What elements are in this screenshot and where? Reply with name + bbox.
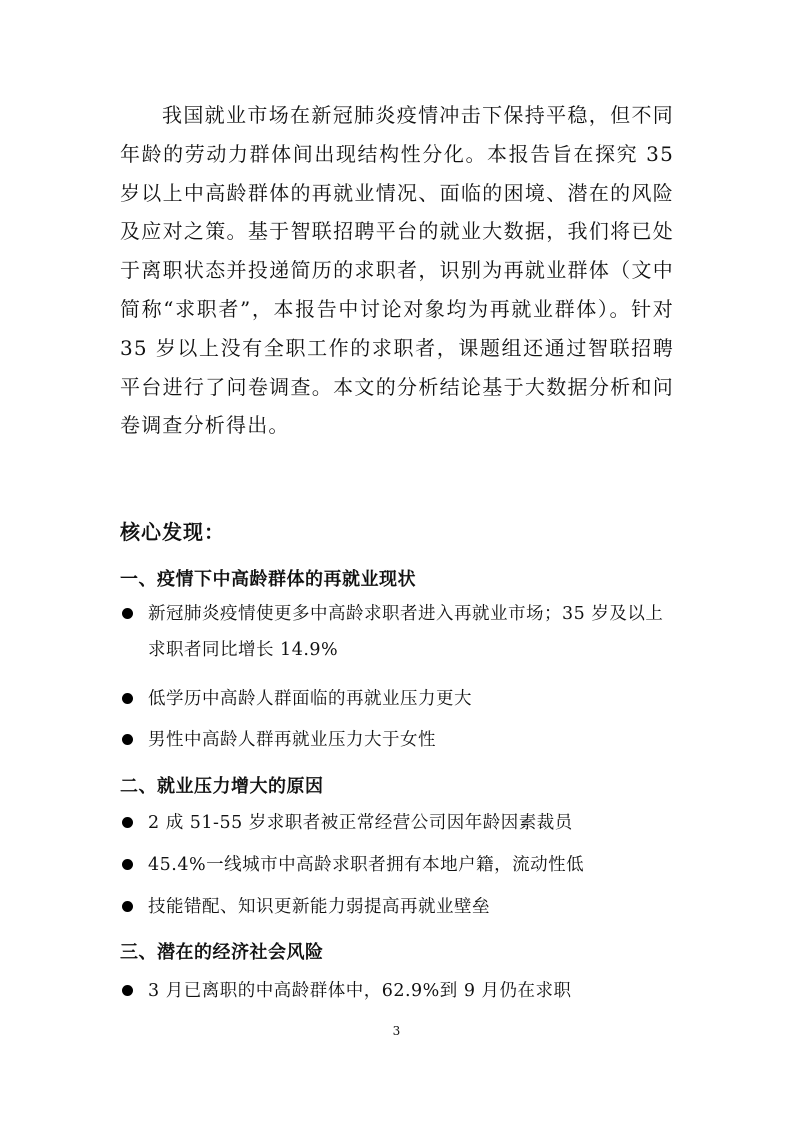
bullet-text: 男性中高龄人群再就业压力大于女性: [148, 730, 436, 750]
section-title-3: 三、潜在的经济社会风险: [120, 942, 324, 963]
bullet-item: [120, 681, 676, 717]
bullet-dot-icon: [122, 817, 133, 828]
intro-paragraph: 我国就业市场在新冠肺炎疫情冲击下保持平稳，但不同年龄的劳动力群体间出现结构性分化。本报告旨在探究 35 岁以上中高龄群体的再就业情况、面临的困境、潜在的风险及应对之策。基于智联招聘平台的就业大数据，我们将已处于离职状态并投递简历的求职者，识别为再就业群体（文中简称“求职者”，本报告中讨论对象均为再就业群体）。针对 35 岁以上没有全职工作的求职者，课题组还通过智联招聘平台进行了问卷调查。本文的分析结论基于大数据分析和问卷调查分析得出。: [120, 103, 674, 438]
bullet-item: [120, 973, 676, 1009]
bullet-text: 2 成 51-55 岁求职者被正常经营公司因年龄因素裁员: [148, 813, 573, 833]
bullet-dot-icon: [122, 859, 133, 870]
page-number: 3: [392, 1024, 401, 1038]
bullet-dot-icon: [122, 901, 133, 912]
bullet-item: [120, 889, 676, 925]
bullet-dot-icon: [122, 693, 133, 704]
bullet-text: 低学历中高龄人群面临的再就业压力更大: [148, 689, 472, 709]
section-title-2: 二、就业压力增大的原因: [120, 776, 324, 797]
bullet-text: 3 月已离职的中高龄群体中，62.9%到 9 月仍在求职: [148, 981, 572, 1001]
bullet-item: [120, 722, 676, 758]
bullet-dot-icon: [122, 985, 133, 996]
bullet-item: [120, 596, 676, 668]
bullet-dot-icon: [122, 734, 133, 745]
section-title-1: 一、疫情下中高龄群体的再就业现状: [120, 569, 416, 590]
bullet-item: [120, 847, 676, 883]
bullet-item: [120, 805, 676, 841]
bullet-text: 新冠肺炎疫情使更多中高龄求职者进入再就业市场；35 岁及以上求职者同比增长 14.9%: [148, 604, 664, 660]
core-findings-title: 核心发现：: [120, 520, 225, 544]
bullet-text: 技能错配、知识更新能力弱提高再就业壁垒: [148, 897, 490, 917]
bullet-dot-icon: [122, 608, 133, 619]
bullet-text: 45.4%一线城市中高龄求职者拥有本地户籍，流动性低: [148, 855, 585, 875]
